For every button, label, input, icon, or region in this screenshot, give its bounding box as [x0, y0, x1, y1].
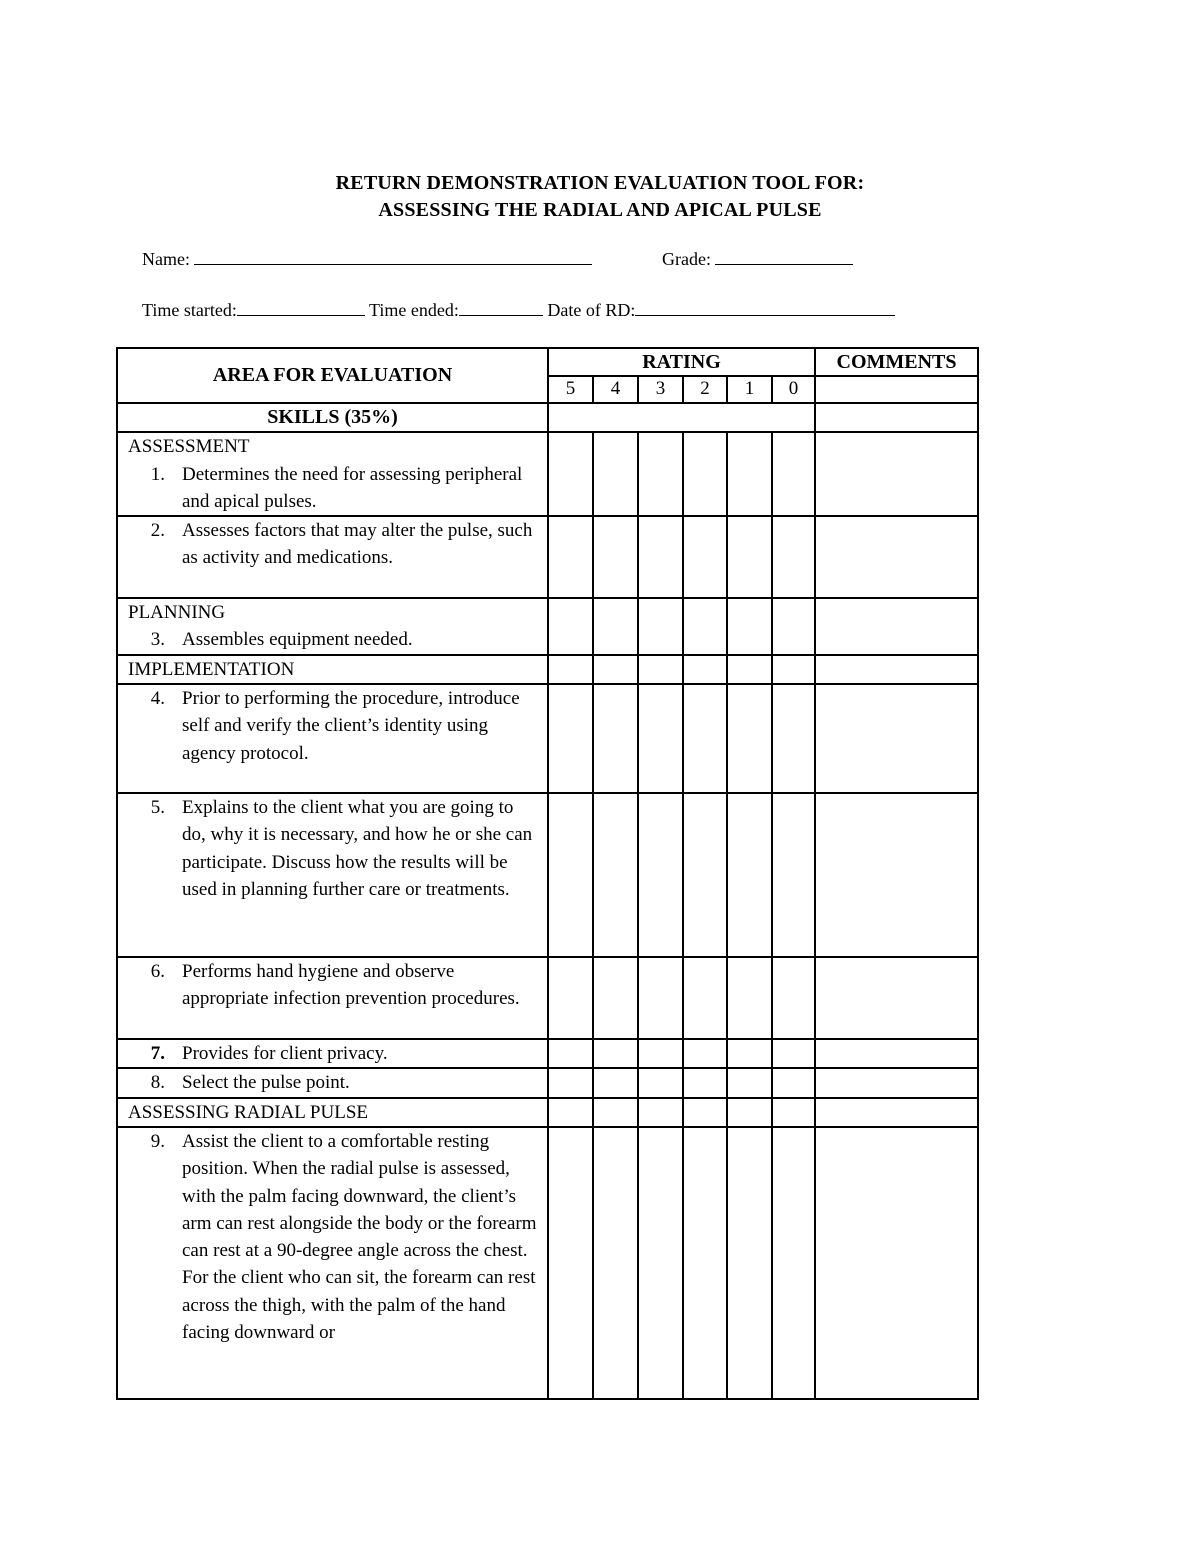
rating-cell[interactable]: [638, 957, 683, 1039]
section-label-implementation: IMPLEMENTATION: [128, 658, 295, 680]
header-comments: COMMENTS: [815, 348, 978, 376]
table-row: [117, 432, 978, 516]
evaluation-table: [116, 347, 979, 1400]
rating-cell[interactable]: [683, 1068, 727, 1097]
rating-cell[interactable]: [683, 684, 727, 793]
rating-cell[interactable]: [772, 684, 815, 793]
rating-cell[interactable]: [548, 432, 593, 516]
list-item: [118, 1128, 547, 1346]
rating-cell[interactable]: [548, 957, 593, 1039]
table-row: [117, 957, 978, 1039]
rating-cell[interactable]: [638, 1068, 683, 1097]
time-started-blank[interactable]: [237, 301, 365, 316]
list-item: [118, 1069, 547, 1096]
item-text: Assist the client to a comfortable resting position. When the radial pulse is assessed, with the palm facing downward, the client’s arm can rest alongside the body or the forearm can rest at a 90-degree angle across the chest. For the client who can sit, the forearm can rest across the thigh, with the palm of the hand facing downward or: [182, 1130, 537, 1344]
rating-cell[interactable]: [772, 516, 815, 598]
comment-cell[interactable]: [815, 516, 978, 598]
rating-4: 4: [593, 376, 638, 403]
rating-cell[interactable]: [593, 598, 638, 655]
rating-cell[interactable]: [683, 655, 727, 684]
rating-cell[interactable]: [772, 957, 815, 1039]
list-item: [118, 1040, 547, 1067]
rating-cell[interactable]: [638, 1039, 683, 1068]
time-date-fields: [142, 300, 895, 321]
comment-cell[interactable]: [815, 793, 978, 957]
row-content: [117, 598, 548, 655]
rating-cell[interactable]: [727, 598, 772, 655]
rating-cell[interactable]: [548, 655, 593, 684]
table-row: [117, 684, 978, 793]
rating-cell[interactable]: [548, 684, 593, 793]
header-area: AREA FOR EVALUATION: [117, 348, 548, 403]
list-item: [118, 517, 547, 572]
rating-cell[interactable]: [727, 684, 772, 793]
skills-rating-blank: [548, 403, 815, 432]
comment-cell[interactable]: [815, 1068, 978, 1097]
rating-cell[interactable]: [772, 1068, 815, 1097]
name-blank[interactable]: [194, 250, 592, 265]
rating-cell[interactable]: [772, 1127, 815, 1399]
rating-cell[interactable]: [548, 1098, 593, 1127]
item-number: 5.: [150, 797, 165, 819]
item-text: Assesses factors that may alter the pulse, such as activity and medications.: [182, 520, 533, 569]
rating-cell[interactable]: [727, 432, 772, 516]
skills-row: [117, 403, 978, 432]
row-content: [117, 1098, 548, 1127]
rating-cell[interactable]: [772, 1039, 815, 1068]
table-row: [117, 655, 978, 684]
rating-cell[interactable]: [638, 1127, 683, 1399]
rating-cell[interactable]: [638, 598, 683, 655]
item-number: 2.: [150, 520, 165, 542]
item-text: Explains to the client what you are going to do, why it is necessary, and how he or she can participate. Discuss how the results will be used in planning further care or treatments.: [182, 797, 533, 900]
rating-cell[interactable]: [638, 684, 683, 793]
name-field[interactable]: [142, 249, 592, 270]
rating-cell[interactable]: [548, 1127, 593, 1399]
item-text: Prior to performing the procedure, introduce self and verify the client’s identity using agency protocol.: [182, 688, 520, 764]
rating-cell[interactable]: [548, 598, 593, 655]
rating-cell[interactable]: [593, 655, 638, 684]
rating-cell[interactable]: [593, 793, 638, 957]
date-blank[interactable]: [635, 301, 895, 316]
comment-cell[interactable]: [815, 1127, 978, 1399]
row-content: [117, 1068, 548, 1097]
rating-cell[interactable]: [683, 957, 727, 1039]
item-text: Determines the need for assessing peripheral and apical pulses.: [182, 463, 523, 512]
rating-cell[interactable]: [727, 516, 772, 598]
rating-cell[interactable]: [772, 598, 815, 655]
rating-5: 5: [548, 376, 593, 403]
rating-cell[interactable]: [548, 1068, 593, 1097]
table-row: [117, 598, 978, 655]
rating-cell[interactable]: [638, 655, 683, 684]
rating-cell[interactable]: [683, 516, 727, 598]
item-number: 1.: [150, 463, 165, 485]
comment-cell[interactable]: [815, 432, 978, 516]
rating-cell[interactable]: [638, 793, 683, 957]
time-ended-label: Time ended:: [369, 300, 459, 320]
item-number: 8.: [150, 1072, 165, 1094]
rating-cell[interactable]: [593, 516, 638, 598]
rating-cell[interactable]: [683, 793, 727, 957]
comments-blank: [815, 376, 978, 403]
grade-label: Grade:: [662, 249, 711, 269]
rating-cell[interactable]: [548, 516, 593, 598]
item-number: 9.: [150, 1130, 165, 1152]
rating-cell[interactable]: [727, 1039, 772, 1068]
rating-cell[interactable]: [727, 1127, 772, 1399]
row-content: [117, 1039, 548, 1068]
document-subtitle: ASSESSING THE RADIAL AND APICAL PULSE: [378, 199, 822, 221]
time-started-label: Time started:: [142, 300, 237, 320]
list-item: [118, 794, 547, 903]
rating-cell[interactable]: [638, 432, 683, 516]
item-number: 7.: [150, 1043, 165, 1065]
rating-cell[interactable]: [772, 793, 815, 957]
table-row: [117, 793, 978, 957]
rating-cell[interactable]: [727, 793, 772, 957]
list-item: [118, 461, 547, 516]
header-rating: RATING: [548, 348, 815, 376]
item-text: Assembles equipment needed.: [182, 629, 413, 651]
row-content: [117, 516, 548, 598]
list-item: [118, 626, 547, 653]
rating-cell[interactable]: [593, 957, 638, 1039]
row-content: [117, 655, 548, 684]
rating-cell[interactable]: [727, 1068, 772, 1097]
rating-2: 2: [683, 376, 727, 403]
item-number: 6.: [150, 961, 165, 983]
rating-cell[interactable]: [727, 655, 772, 684]
rating-cell[interactable]: [593, 1039, 638, 1068]
rating-cell[interactable]: [638, 516, 683, 598]
table-row: [117, 1039, 978, 1068]
skills-header: SKILLS (35%): [117, 403, 548, 432]
table-row: [117, 516, 978, 598]
rating-cell[interactable]: [548, 1039, 593, 1068]
row-content: [117, 1127, 548, 1399]
table-row: [117, 1127, 978, 1399]
time-ended-blank[interactable]: [459, 301, 543, 316]
skills-comment-blank: [815, 403, 978, 432]
row-content: [117, 957, 548, 1039]
comment-cell[interactable]: [815, 684, 978, 793]
item-text: Select the pulse point.: [182, 1072, 350, 1094]
rating-cell[interactable]: [548, 793, 593, 957]
rating-cell[interactable]: [683, 432, 727, 516]
rating-0: 0: [772, 376, 815, 403]
section-label-planning: PLANNING: [128, 602, 226, 624]
rating-3: 3: [638, 376, 683, 403]
rating-cell[interactable]: [727, 1098, 772, 1127]
item-number: 3.: [150, 629, 165, 651]
row-content: [117, 793, 548, 957]
rating-cell[interactable]: [772, 655, 815, 684]
item-text: Provides for client privacy.: [182, 1043, 388, 1065]
rating-cell[interactable]: [593, 432, 638, 516]
rating-cell[interactable]: [593, 1068, 638, 1097]
rating-cell[interactable]: [772, 432, 815, 516]
comment-cell[interactable]: [815, 598, 978, 655]
rating-cell[interactable]: [683, 1098, 727, 1127]
rating-cell[interactable]: [593, 1098, 638, 1127]
comment-cell[interactable]: [815, 1098, 978, 1127]
date-label: Date of RD:: [547, 300, 636, 320]
grade-field[interactable]: [662, 249, 853, 270]
rating-cell[interactable]: [593, 684, 638, 793]
rating-1: 1: [727, 376, 772, 403]
comment-cell[interactable]: [815, 957, 978, 1039]
comment-cell[interactable]: [815, 1039, 978, 1068]
item-number: 4.: [150, 688, 165, 710]
header-row: [117, 348, 978, 376]
rating-cell[interactable]: [683, 598, 727, 655]
section-label-assessing-radial-pulse: ASSESSING RADIAL PULSE: [128, 1101, 368, 1123]
item-text: Performs hand hygiene and observe appropriate infection prevention procedures.: [182, 961, 520, 1010]
rating-cell[interactable]: [772, 1098, 815, 1127]
row-content: [117, 432, 548, 516]
list-item: [118, 685, 547, 767]
name-label: Name:: [142, 249, 190, 269]
section-label-assessment: ASSESSMENT: [128, 436, 250, 458]
grade-blank[interactable]: [715, 250, 853, 265]
rating-cell[interactable]: [638, 1098, 683, 1127]
rating-cell[interactable]: [683, 1039, 727, 1068]
table-row: [117, 1068, 978, 1097]
document-title: RETURN DEMONSTRATION EVALUATION TOOL FOR:: [335, 172, 865, 194]
table-row: [117, 1098, 978, 1127]
rating-cell[interactable]: [593, 1127, 638, 1399]
row-content: [117, 684, 548, 793]
comment-cell[interactable]: [815, 655, 978, 684]
rating-cell[interactable]: [683, 1127, 727, 1399]
list-item: [118, 958, 547, 1013]
rating-cell[interactable]: [727, 957, 772, 1039]
